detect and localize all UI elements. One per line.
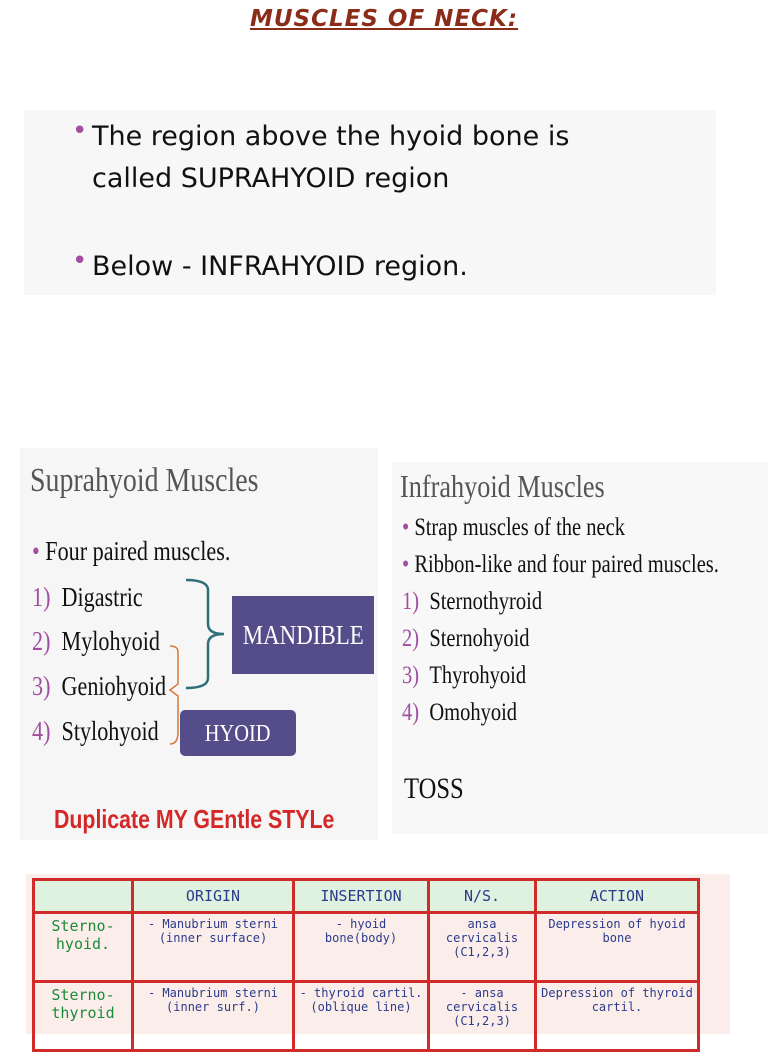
- muscle-table: [32, 878, 700, 1052]
- bullet-icon: •: [72, 246, 88, 276]
- table-cell-muscle: Sterno-hyoid.: [34, 913, 133, 982]
- table-row: [34, 913, 699, 982]
- suprahyoid-item: 1) Digastric: [32, 582, 143, 612]
- table-cell: - Manubrium sterni (inner surface): [133, 913, 294, 982]
- hyoid-box: HYOID: [180, 710, 296, 756]
- infrahyoid-item: 1) Sternothyroid: [402, 588, 543, 615]
- table-cell: - thyroid cartil. (oblique line): [294, 982, 429, 1051]
- mandible-box: MANDIBLE: [232, 596, 374, 674]
- table-header: N/S.: [429, 880, 536, 913]
- infrahyoid-bullet: • Ribbon-like and four paired muscles.: [402, 551, 719, 578]
- infrahyoid-item: 4) Omohyoid: [402, 699, 518, 726]
- suprahyoid-item: 2) Mylohyoid: [32, 626, 160, 656]
- table-header: INSERTION: [294, 880, 429, 913]
- watermark-text: Duplicate MY GEntle STYLe: [54, 804, 335, 834]
- infrahyoid-item: 3) Thyrohyoid: [402, 662, 527, 689]
- page-title: MUSCLES OF NECK:: [249, 6, 519, 32]
- table-header-row: [34, 880, 699, 913]
- muscle-table-image: [26, 874, 730, 1034]
- infrahyoid-heading: Infrahyoid Muscles: [400, 468, 605, 504]
- infrahyoid-item: 2) Sternohyoid: [402, 625, 530, 652]
- suprahyoid-panel: [20, 448, 378, 840]
- infrahyoid-bullet: • Strap muscles of the neck: [402, 514, 625, 541]
- table-cell: - hyoid bone(body): [294, 913, 429, 982]
- table-cell: - Manubrium sterni (inner surf.): [133, 982, 294, 1051]
- suprahyoid-subtitle: • Four paired muscles.: [32, 536, 231, 566]
- bullet-icon: •: [402, 514, 415, 541]
- suprahyoid-item: 4) Stylohyoid: [32, 716, 159, 746]
- intro-bullet-1-line-2: called SUPRAHYOID region: [92, 163, 450, 194]
- table-header-blank: [34, 880, 133, 913]
- table-row: [34, 982, 699, 1051]
- table-header: ORIGIN: [133, 880, 294, 913]
- suprahyoid-item: 3) Geniohyoid: [32, 671, 167, 701]
- table-cell: Depression of thyroid cartil.: [536, 982, 699, 1051]
- bullet-icon: •: [402, 551, 415, 578]
- table-cell: Depression of hyoid bone: [536, 913, 699, 982]
- intro-bullet-2: Below - INFRAHYOID region.: [92, 251, 468, 282]
- bullet-icon: •: [32, 536, 46, 566]
- table-cell-muscle: Sterno-thyroid: [34, 982, 133, 1051]
- bullet-icon: •: [72, 116, 88, 146]
- mnemonic-text: TOSS: [404, 772, 464, 805]
- infrahyoid-panel: [392, 462, 768, 834]
- table-header: ACTION: [536, 880, 699, 913]
- intro-bullet-1-line-1: The region above the hyoid bone is: [92, 121, 570, 152]
- table-cell: - ansa cervicalis (C1,2,3): [429, 982, 536, 1051]
- intro-box: [24, 110, 716, 295]
- suprahyoid-heading: Suprahyoid Muscles: [30, 462, 259, 499]
- table-cell: ansa cervicalis (C1,2,3): [429, 913, 536, 982]
